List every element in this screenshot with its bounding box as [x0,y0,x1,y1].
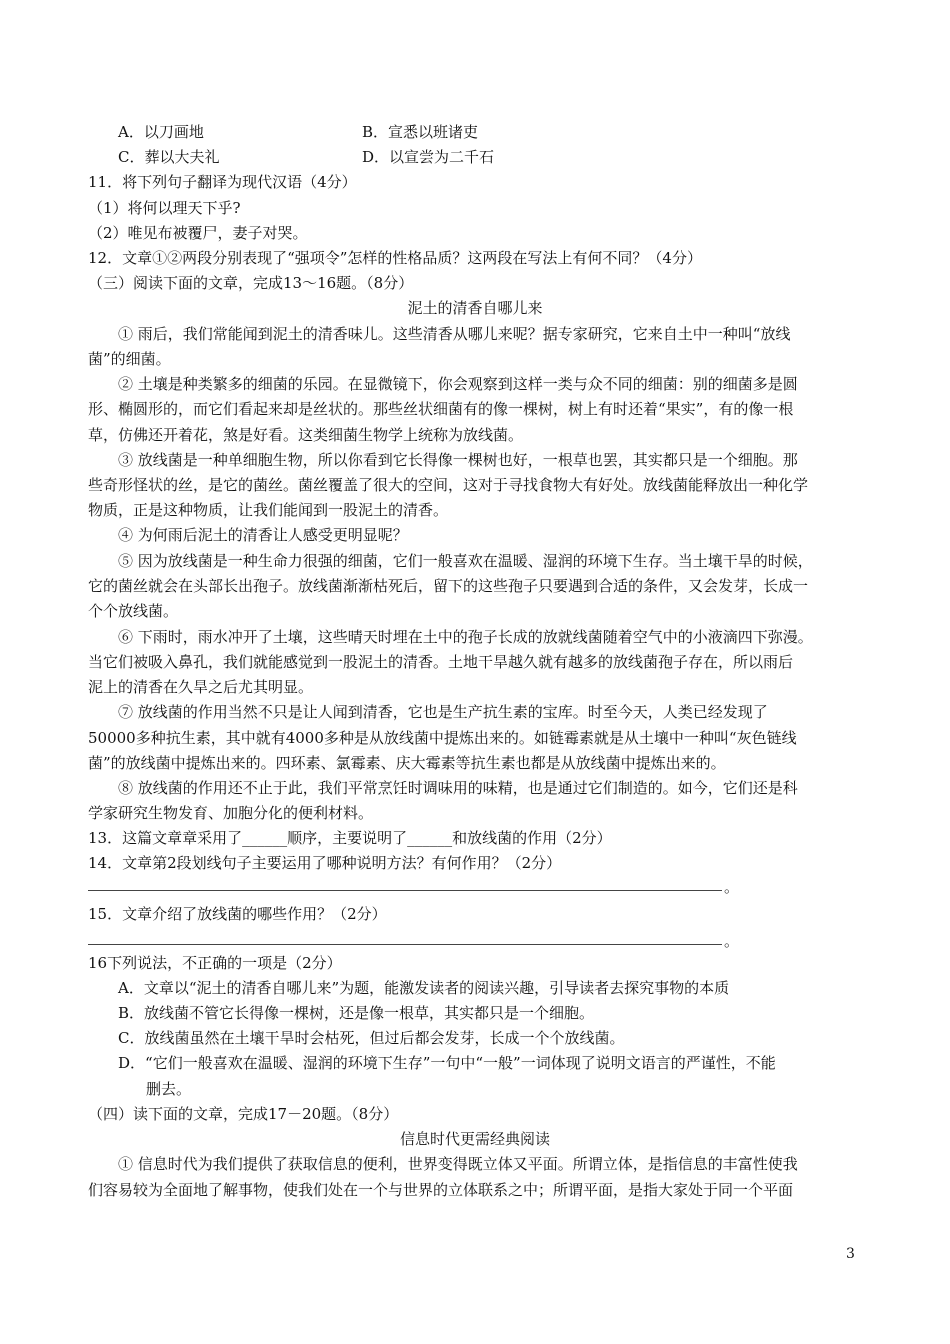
s3-p7-line-3: 菌”的放线菌中提炼出来的。四环素、氯霉素、庆大霉素等抗生素也都是从放线菌中提炼出来的。 [88,754,726,772]
s3-p7-line-1: ⑦ 放线菌的作用当然不只是让人闻到清香，它也是生产抗生素的宝库。时至今天，人类已经发现了 [118,703,768,721]
section-3-heading: （三）阅读下面的文章，完成13～16题。（8分） [88,274,414,292]
q10-option-c: C．葬以大夫礼 [118,148,220,166]
s3-p6-line-1: ⑥ 下雨时，雨水冲开了土壤，这些晴天时埋在土中的孢子长成的放就线菌随着空气中的小液滴四下弥漫。 [118,628,813,646]
s3-p3-line-2: 些奇形怪状的丝，是它的菌丝。菌丝覆盖了很大的空间，这对于寻找食物大有好处。放线菌能释放出一种化学 [88,476,809,494]
q11-sentence-2: （2）唯见布被覆尸，妻子对哭。 [88,224,308,242]
q11-stem: 11．将下列句子翻译为现代汉语（4分） [88,173,357,191]
q14-stem: 14．文章第2段划线句子主要运用了哪种说明方法？有何作用？（2分） [88,854,562,872]
s3-p1-line-1: ① 雨后，我们常能闻到泥土的清香味儿。这些清香从哪儿来呢？据专家研究，它来自土中一种叫“放线 [118,325,791,343]
q15-end-mark: 。 [724,932,740,950]
section-3-title: 泥土的清香自哪儿来 [407,299,543,317]
s3-p1-line-2: 菌”的细菌。 [88,350,171,368]
s3-p2-line-2: 形、椭圆形的，而它们看起来却是丝状的。那些丝状细菌有的像一棵树，树上有时还着“果实”，有的像一根 [88,400,794,418]
q16-option-d-line-2: 删去。 [146,1080,192,1098]
q12-stem: 12．文章①②两段分别表现了“强项令”怎样的性格品质？这两段在写法上有何不同？（4分） [88,249,702,267]
s4-p1-line-1: ① 信息时代为我们提供了获取信息的便利，世界变得既立体又平面。所谓立体，是指信息的丰富性使我 [118,1155,798,1173]
q14-end-mark: 。 [724,878,740,896]
s3-p6-line-3: 泥上的清香在久旱之后尤其明显。 [88,678,314,696]
q16-option-a: A．文章以“泥土的清香自哪儿来”为题，能激发读者的阅读兴趣，引导读者去探究事物的本质 [118,979,730,997]
q16-option-b: B．放线菌不管它长得像一棵树，还是像一根草，其实都只是一个细胞。 [118,1004,595,1022]
q15-stem: 15．文章介绍了放线菌的哪些作用？（2分） [88,905,387,923]
q16-option-c: C．放线菌虽然在土壤干旱时会枯死，但过后都会发芽，长成一个个放线菌。 [118,1029,625,1047]
s3-p4-line-1: ④ 为何雨后泥土的清香让人感受更明显呢？ [118,526,408,544]
s3-p5-line-3: 个个放线菌。 [88,602,179,620]
q13-stem: 13．这篇文章章采用了______顺序，主要说明了______和放线菌的作用（2分） [88,829,612,847]
s3-p2-line-3: 草，仿佛还开着花，煞是好看。这类细菌生物学上统称为放线菌。 [88,426,524,444]
q14-answer-line[interactable] [0,889,950,891]
q10-option-d: D．以宣尝为二千石 [362,148,495,166]
q10-option-b: B．宣悉以班诸吏 [362,123,479,141]
s3-p8-line-1: ⑧ 放线菌的作用还不止于此，我们平常烹饪时调味用的味精，也是通过它们制造的。如今，它们还是科 [118,779,798,797]
s3-p5-line-2: 它的菌丝就会在头部长出孢子。放线菌渐渐枯死后，留下的这些孢子只要遇到合适的条件，又会发芽，长成一 [88,577,809,595]
s3-p3-line-3: 物质，正是这种物质，让我们能闻到一股泥土的清香。 [88,501,449,519]
s3-p2-line-1: ② 土壤是种类繁多的细菌的乐园。在显微镜下，你会观察到这样一类与众不同的细菌：别的细菌多是圆 [118,375,798,393]
s3-p3-line-1: ③ 放线菌是一种单细胞生物，所以你看到它长得像一棵树也好，一根草也罢，其实都只是一个细胞。那 [118,451,798,469]
s3-p7-line-2: 50000多种抗生素，其中就有4000多种是从放线菌中提炼出来的。如链霉素就是从土壤中一种叫“灰色链线 [88,729,797,747]
s3-p5-line-1: ⑤ 因为放线菌是一种生命力很强的细菌，它们一般喜欢在温暖、湿润的环境下生存。当土壤干旱的时候， [118,552,813,570]
q16-option-d-line-1: D．“它们一般喜欢在温暖、湿润的环境下生存”一句中“一般”一词体现了说明文语言的严谨性，不能 [118,1054,776,1072]
section-4-heading: （四）读下面的文章，完成17－20题。（8分） [88,1105,399,1123]
section-4-title: 信息时代更需经典阅读 [399,1130,550,1148]
q11-sentence-1: （1）将何以理天下乎? [88,199,241,217]
q15-answer-line[interactable] [0,943,950,945]
page-number: 3 [846,1246,855,1262]
s3-p6-line-2: 当它们被吸入鼻孔，我们就能感觉到一股泥土的清香。土地干旱越久就有越多的放线菌孢子存在，所以雨后 [88,653,794,671]
q10-option-a: A．以刀画地 [118,123,204,141]
q16-stem: 16下列说法，不正确的一项是（2分） [88,954,342,972]
s4-p1-line-2: 们容易较为全面地了解事物，使我们处在一个与世界的立体联系之中；所谓平面，是指大家处于同一个平面 [88,1181,794,1199]
s3-p8-line-2: 学家研究生物发育、加胞分化的便利材料。 [88,804,374,822]
